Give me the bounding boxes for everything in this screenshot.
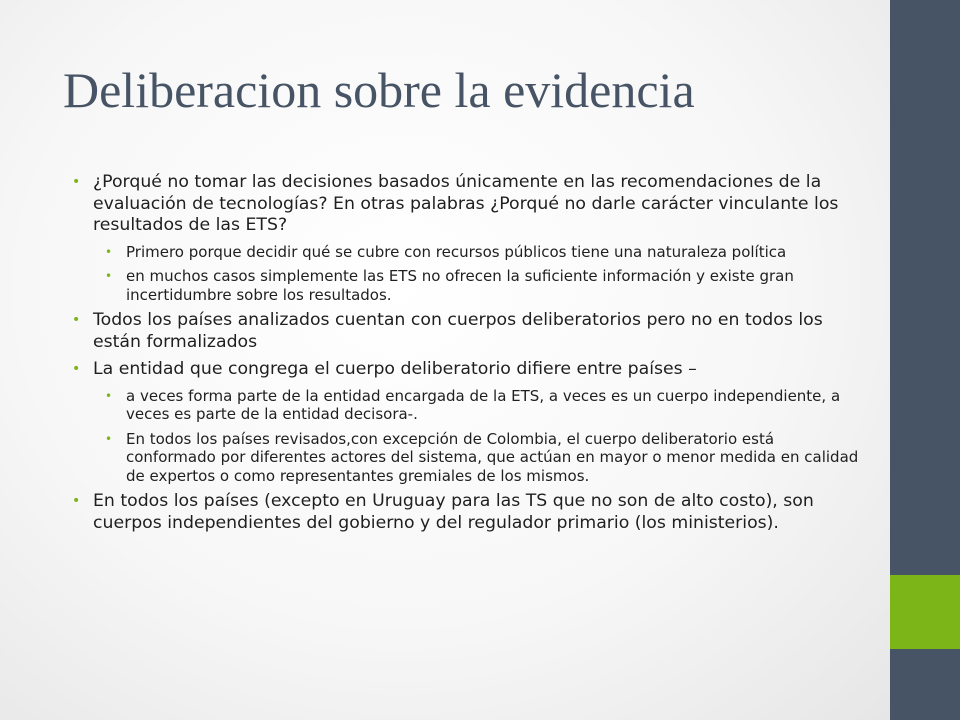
sub-bullet-text: a veces forma parte de la entidad encargada de la ETS, a veces es un cuerpo independiente, a veces es parte de la entidad decisora-.: [126, 386, 841, 423]
bullet-text: En todos los países (excepto en Uruguay para las TS que no son de alto costo), son cuerpos independientes del gobierno y del regulador primario (los ministerios).: [93, 491, 814, 533]
bullet-text: Todos los países analizados cuentan con cuerpos deliberatorios pero no en todos los están formalizados: [93, 310, 823, 352]
sub-bullet-item: [72, 430, 862, 486]
bullet-item: [72, 359, 862, 381]
sub-bullet-text: En todos los países revisados,con excepción de Colombia, el cuerpo deliberatorio está conformado por diferentes actores del sistema, que actúan en mayor o menor medida en calidad de expertos o como representantes gremiales de los mismos.: [126, 429, 859, 485]
bullet-icon: •: [72, 493, 81, 509]
accent-block: [890, 575, 960, 649]
slide-title: Deliberacion sobre la evidencia: [63, 62, 695, 118]
bullet-icon: •: [72, 312, 81, 328]
bullet-text: ¿Porqué no tomar las decisiones basados únicamente en las recomendaciones de la evaluación de tecnologías? En otras palabras ¿Porqué no darle carácter vinculante los resultados de las ETS?: [93, 172, 839, 235]
bullet-icon: •: [72, 361, 81, 377]
bullet-item: [72, 491, 862, 534]
bullet-item: [72, 310, 862, 353]
sub-bullet-text: Primero porque decidir qué se cubre con recursos públicos tiene una naturaleza política: [126, 242, 787, 261]
bullet-icon: •: [105, 431, 113, 446]
bullet-icon: •: [105, 388, 113, 403]
bullet-icon: •: [72, 174, 81, 190]
bullet-icon: •: [105, 269, 113, 283]
sub-bullet-item: [72, 387, 862, 424]
bullet-list: [72, 172, 862, 540]
sub-bullet-item: [72, 267, 862, 304]
bullet-icon: •: [105, 244, 113, 259]
sub-bullet-text: en muchos casos simplemente las ETS no ofrecen la suficiente información y existe gran incertidumbre sobre los resultados.: [126, 267, 794, 304]
bullet-text: La entidad que congrega el cuerpo deliberatorio difiere entre países –: [93, 359, 697, 379]
bullet-item: [72, 172, 862, 237]
sub-bullet-item: [72, 243, 862, 262]
